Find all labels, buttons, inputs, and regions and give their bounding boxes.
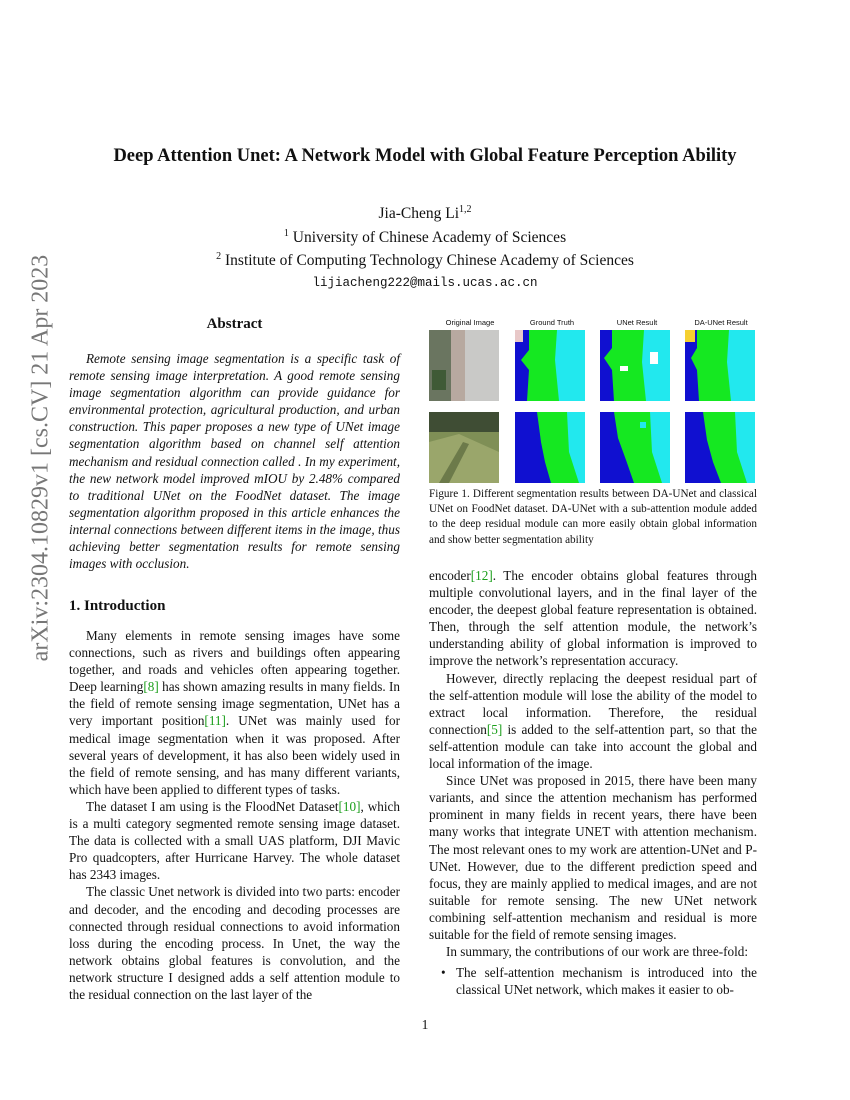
citation-link[interactable]: [5] — [486, 721, 503, 737]
contribution-item: • The self-attention mechanism is introduced into the classical UNet network, which makes it easier to ob- — [456, 964, 757, 998]
citation-link[interactable]: [8] — [143, 679, 159, 695]
affiliation-2: $^2$ Institute of Computing Technology Chinese Academy of Sciences — [216, 251, 634, 270]
right-paragraph-0: encoder[12]. The encoder obtains global features through multiple convolutional layers, and in the final layer of the encoder, the deepest global feature representation is obtained. Then, through the self attention module, the network’s understanding ability of global information is improved to improve the network’s representation accuracy. — [429, 568, 757, 669]
abstract-body — [69, 350, 400, 572]
daunet-result-1 — [685, 330, 755, 401]
citation-link[interactable]: [11] — [204, 713, 226, 729]
intro-paragraph-3: The classic Unet network is divided into two parts: encoder and decoder, and the encoding and decoding processes are connected through residual connections to avoid information loss during the encoding process. In Unet, the way the network obtains global features is convolution, and the network structure I designed adds a self attention module to the residual connection on the last layer of the — [69, 884, 400, 1002]
abstract-heading: Abstract — [206, 316, 263, 332]
intro-right-column — [429, 567, 757, 998]
arxiv-stamp: arXiv:2304.10829v1 [cs.CV] 21 Apr 2023 — [27, 254, 54, 662]
citation-link[interactable]: [10] — [338, 798, 361, 814]
intro-paragraph-2: The dataset I am using is the FloodNet Dataset[10], which is a multi category segmented remote sensing image dataset. The data is collected with a small UAS platform, DJI Mavic Pro quadcopters, after Hurricane Harvey. The whole dataset has 2343 images. — [69, 798, 400, 883]
daunet-result-2 — [685, 412, 755, 483]
author-block — [0, 200, 850, 293]
original-image-1 — [429, 330, 499, 401]
affiliation-1: $^1$ University of Chinese Academy of Sciences — [283, 227, 567, 246]
figure-label-ground-truth: Ground Truth — [529, 318, 575, 327]
ground-truth-1 — [515, 330, 585, 401]
paper-title: Deep Attention Unet: A Network Model with Global Feature Perception Ability — [113, 146, 737, 166]
right-paragraph-3: In summary, the contributions of our work are three-fold: — [446, 944, 749, 960]
original-image-2 — [429, 412, 499, 483]
intro-paragraph-1: Many elements in remote sensing images have some connections, such as rivers and buildings often appearing together, and roads and vehicles often appearing together. Deep learning[8] has shown amazing results in many fields. In the field of remote sensing image segmentation, UNet has a very important position[11]. UNet was mainly used for medical image segmentation when it was proposed. After several years of development, it has also been widely used in the field of remote sensing, and has many different variants, which have been applied to different types of tasks. — [69, 628, 400, 797]
ground-truth-2 — [515, 412, 585, 483]
figure-label-unet: UNet Result — [616, 318, 658, 327]
figure-caption: Figure 1. Different segmentation results between DA-UNet and classical UNet on FoodNet dataset. DA-UNet with a sub-attention module added to the deep residual module can more easily obtain global information and show better segmentation ability — [429, 488, 757, 546]
unet-result-2 — [600, 412, 670, 483]
author-name: Jia-Cheng Li$^{1,2}$ — [378, 204, 472, 223]
author-email: lijiacheng222@mails.ucas.ac.cn — [312, 275, 538, 290]
intro-heading: 1. Introduction — [69, 598, 166, 614]
abstract-text: Remote sensing image segmentation is a specific task of remote sensing image interpretation. A good remote sensing image segmentation algorithm can provide guidance for environmental protection, agricultural production, and urban construction. This paper proposes a new type of UNet image segmentation algorithm based on channel self attention mechanism and residual connection called . In my experiment, the new network model improved mIOU by 2.48% compared to traditional UNet on the FoodNet dataset. The image segmentation algorithm proposed in this article enhances the internal connections between different items in the image, thus achieving better segmentation results for remote sensing images with occlusion. — [69, 351, 400, 572]
figure-label-original: Original Image — [445, 318, 495, 327]
figure-1 — [429, 318, 759, 484]
figure-label-daunet: DA-UNet Result — [694, 318, 748, 327]
right-paragraph-2: Since UNet was proposed in 2015, there have been many variants, and since the attention mechanism has performed prominent in many fields in recent years, there have been many works that integrate UNET with attention mechanism. The most relevant ones to my work are attention-UNet and P-UNet. However, due to the different prediction speed and focus, they are mainly applied to medical images, and are not suitable for remote sensing. The new UNet network combining self-attention mechanism and residual is more suitable for the field of remote sensing images. — [429, 773, 757, 942]
unet-result-1 — [600, 330, 670, 401]
right-paragraph-1: However, directly replacing the deepest residual part of the self-attention module will lose the ability of the model to extract local information. Therefore, the residual connection[5] is added to the self-attention part, so that the self-attention module can take into account the global and local information of the image. — [429, 670, 757, 772]
intro-left-column — [69, 627, 400, 1003]
contributions-list — [429, 964, 757, 998]
page-number: 1 — [421, 1017, 429, 1032]
citation-link[interactable]: [12] — [470, 568, 493, 583]
